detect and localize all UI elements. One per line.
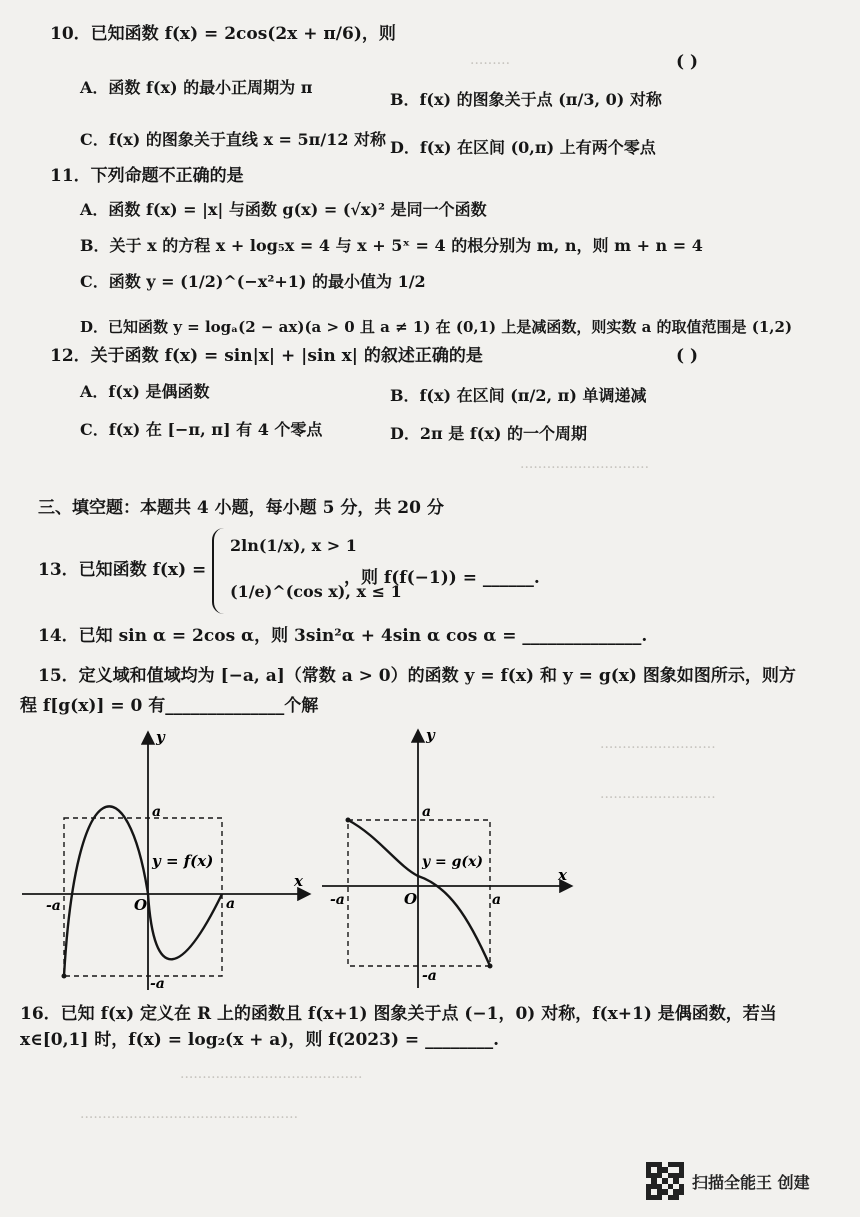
scanner-watermark [646,1160,810,1202]
f-x-label: x [294,872,303,890]
q11-option-c: C．函数 y = (1/2)^(−x²+1) 的最小值为 1/2 [80,272,426,291]
f-curve [64,806,222,976]
bleed-through-text: ·························· [600,740,716,756]
q10-option-d: D．f(x) 在区间 (0,π) 上有两个零点 [390,138,656,157]
q12-option-c: C．f(x) 在 [−π, π] 有 4 个零点 [80,420,323,439]
g-dashed-box [348,820,490,966]
bleed-through-text: ········· [470,56,511,72]
g-a-right: a [492,892,502,908]
q11-stem: 11．下列命题不正确的是 [50,166,244,186]
g-a-top: a [422,804,432,820]
bleed-through-text: ····························· [520,460,650,476]
g-a-bottom: -a [422,968,437,984]
q13-prefix: 13．已知函数 f(x) = [38,560,207,580]
f-y-label: y [156,728,165,746]
q10-option-a: A．函数 f(x) 的最小正周期为 π [80,78,313,97]
g-origin-label: O [404,890,418,908]
q12-option-d: D．2π 是 f(x) 的一个周期 [390,424,587,443]
f-curve-label: y = f(x) [152,852,214,870]
q11-option-d: D．已知函数 y = logₐ(2 − ax)(a > 0 且 a ≠ 1) 在 (0,1) 上是减函数，则实数 a 的取值范围是 (1,2) [80,318,793,336]
q16-line-1: 16．已知 f(x) 定义在 R 上的函数且 f(x+1) 图象关于点 (−1，0) 对称，f(x+1) 是偶函数，若当 [20,1004,777,1024]
g-a-left: -a [330,892,345,908]
q12-option-b: B．f(x) 在区间 (π/2, π) 单调递减 [390,386,647,405]
f-a-bottom: -a [150,976,165,992]
graph-g [318,726,588,996]
section-3-heading: 三、填空题：本题共 4 小题，每小题 5 分，共 20 分 [38,498,444,518]
g-curve-label: y = g(x) [422,854,483,870]
g-y-label: y [426,726,435,744]
bleed-through-text: ················································· [80,1110,299,1126]
q10-answer-paren: ( ) [676,52,699,72]
q12-stem: 12．关于函数 f(x) = sin|x| + |sin x| 的叙述正确的是 [50,346,483,366]
q13-case-1: 2ln(1/x), x > 1 [230,536,357,555]
graph-f [18,726,318,996]
q15-line-2: 程 f[g(x)] = 0 有______________个解 [20,696,319,716]
g-curve [348,820,490,966]
q12-option-a: A．f(x) 是偶函数 [80,382,210,401]
q10-stem: 10．已知函数 f(x) = 2cos(2x + π/6)，则 [50,24,396,44]
q10-option-b: B．f(x) 的图象关于点 (π/3, 0) 对称 [390,90,662,109]
g-x-label: x [558,866,567,884]
q14: 14．已知 sin α = 2cos α，则 3sin²α + 4sin α cos α = ______________. [38,626,648,646]
q11-option-b: B．关于 x 的方程 x + log₅x = 4 与 x + 5ˣ = 4 的根分别为 m, n，则 m + n = 4 [80,236,703,255]
qr-code-icon [646,1162,684,1200]
q13-suffix: ，则 f(f(−1)) = ______. [344,568,540,588]
bleed-through-text: ········································· [180,1070,363,1086]
q15-line-1: 15．定义域和值域均为 [−a, a]（常数 a > 0）的函数 y = f(x) 和 y = g(x) 图象如图所示，则方 [38,666,796,686]
f-a-left: -a [46,898,61,914]
q16-line-2: x∈[0,1] 时，f(x) = log₂(x + a)，则 f(2023) = ________. [20,1030,499,1050]
f-a-top: a [152,804,162,820]
q11-option-a: A．函数 f(x) = |x| 与函数 g(x) = (√x)² 是同一个函数 [80,200,487,219]
q13-case-2: (1/e)^(cos x), x ≤ 1 [230,582,402,601]
scanner-watermark-text: 扫描全能王 创建 [692,1172,810,1192]
f-origin-label: O [134,896,148,914]
q13-brace [212,528,228,614]
f-a-right: a [226,896,236,912]
bleed-through-text: ·························· [600,790,716,806]
q12-answer-paren: ( ) [676,346,699,366]
q10-option-c: C．f(x) 的图象关于直线 x = 5π/12 对称 [80,130,387,149]
